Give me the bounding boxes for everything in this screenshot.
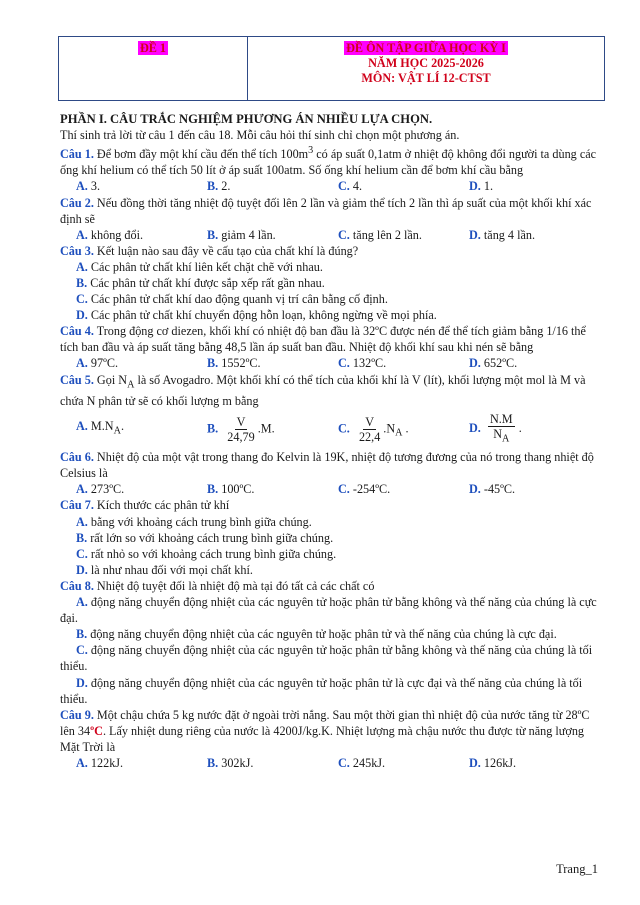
subscript: A bbox=[127, 379, 135, 390]
option-c[interactable]: C. 4. bbox=[338, 179, 363, 194]
question-4-options bbox=[60, 355, 600, 371]
header-left-cell bbox=[59, 37, 248, 100]
option-c[interactable]: C. tăng lên 2 lần. bbox=[338, 227, 422, 242]
option-a[interactable]: A. 3. bbox=[76, 179, 101, 194]
fraction: $\frac{V}{22,4}$ bbox=[358, 414, 381, 444]
option-d[interactable]: D. 126kJ. bbox=[469, 755, 517, 770]
option-c[interactable]: C. 132ºC. bbox=[338, 356, 387, 371]
superscript: 3 bbox=[308, 145, 314, 157]
option-d[interactable]: D. 652ºC. bbox=[469, 356, 518, 371]
option-b[interactable]: B. $\frac{V}{24,79}$ .M. bbox=[207, 414, 275, 444]
option-a[interactable]: A. Các phân tử chất khí liên kết chặt chẽ với nhau. bbox=[76, 259, 323, 274]
question-label: Câu 1. bbox=[60, 147, 94, 162]
option-a[interactable]: A. 97ºC. bbox=[76, 356, 119, 371]
option-b[interactable]: B. rất lớn so với khoảng cách trung bình giữa chúng. bbox=[76, 530, 334, 545]
question-label: Câu 2. bbox=[60, 195, 94, 210]
header-right-cell bbox=[248, 37, 604, 100]
question-text: Kết luận nào sau đây về cấu tạo của chất khí là đúng? bbox=[93, 243, 359, 258]
option-c[interactable]: C. -254ºC. bbox=[338, 482, 391, 497]
question-6-options bbox=[60, 481, 600, 497]
question-1-options bbox=[60, 178, 600, 194]
question-text: Nếu đồng thời tăng nhiệt độ tuyệt đối lên 2 lần và giảm thể tích 2 lần thì áp suất của một khối khí xác định sẽ bbox=[60, 195, 592, 226]
option-c[interactable]: C. 245kJ. bbox=[338, 755, 386, 770]
question-1 bbox=[60, 143, 600, 178]
section-title: PHẦN I. CÂU TRẮC NGHIỆM PHƯƠNG ÁN NHIỀU LỰA CHỌN. bbox=[60, 112, 433, 126]
option-d[interactable]: D. động năng chuyển động nhiệt của các nguyên tử hoặc phân tử là cực đại và thế năng của chúng là tối thiểu. bbox=[60, 675, 583, 706]
option-d[interactable]: D. -45ºC. bbox=[469, 482, 516, 497]
exam-code-label: ĐỀ 1 bbox=[139, 41, 167, 55]
question-text: Nhiệt độ tuyệt đối là nhiệt độ mà tại đó tất cả các chất có bbox=[93, 578, 375, 593]
question-label: Câu 8. bbox=[60, 578, 94, 593]
question-2 bbox=[60, 195, 600, 227]
question-8 bbox=[60, 578, 600, 594]
exam-title: ĐỀ ÔN TẬP GIỮA HỌC KỲ I bbox=[346, 41, 506, 55]
school-year: NĂM HỌC 2025-2026 bbox=[368, 56, 484, 70]
option-a[interactable]: A. $M.N_A$. bbox=[76, 419, 124, 437]
fraction: $\frac{N.M}{N_A}$ bbox=[489, 411, 513, 445]
question-label: Câu 4. bbox=[60, 324, 94, 339]
option-b[interactable]: B. động năng chuyển động nhiệt của các nguyên tử hoặc phân tử và thế năng của chúng là cực đại. bbox=[76, 627, 557, 642]
question-label: Câu 9. bbox=[60, 707, 94, 722]
option-a[interactable]: A. 122kJ. bbox=[76, 755, 124, 770]
question-text: Kích thước các phân tử khí bbox=[93, 498, 230, 513]
question-3 bbox=[60, 243, 600, 259]
question-text: Gọi N bbox=[93, 372, 128, 387]
option-c[interactable]: C. động năng chuyển động nhiệt của các nguyên tử hoặc phân tử bằng không và thế năng của chúng là tối thiểu. bbox=[60, 643, 593, 674]
option-a[interactable]: A. động năng chuyển động nhiệt của các nguyên tử hoặc phân tử bằng không và thế năng của chúng là cực đại. bbox=[60, 595, 597, 626]
question-text: có áp suất 0,1atm ở nhiệt độ không đổi người ta dùng các ống khí helium có thể tích 50 lít ở áp suất 100atm. Số ống khí helium cần để bơm khí cầu bằng bbox=[60, 147, 597, 178]
option-d[interactable]: D. 1. bbox=[469, 179, 494, 194]
question-label: Câu 6. bbox=[60, 450, 94, 465]
question-9 bbox=[60, 707, 600, 755]
option-c[interactable]: C. rất nhỏ so với khoảng cách trung bình giữa chúng. bbox=[76, 546, 337, 561]
option-b[interactable]: B. 2. bbox=[207, 179, 231, 194]
question-5-options bbox=[60, 409, 600, 449]
question-label: Câu 5. bbox=[60, 372, 94, 387]
question-text: Trong động cơ diezen, khối khí có nhiệt độ ban đầu là 32ºC được nén để thể tích giảm bằng 1/16 thể tích ban đầu và áp suất tăng bằng 48,5 lần áp suất ban đầu. Nhiệt độ khối khí sau khi nén sẽ bằng bbox=[60, 324, 586, 355]
fraction: $\frac{V}{24,79}$ bbox=[227, 414, 255, 444]
option-a[interactable]: A. 273ºC. bbox=[76, 482, 125, 497]
question-label: Câu 7. bbox=[60, 498, 94, 513]
option-d[interactable]: D. là như nhau đối với mọi chất khí. bbox=[76, 562, 253, 577]
option-b[interactable]: B. 1552ºC. bbox=[207, 356, 261, 371]
highlighted-unit: ºC bbox=[90, 723, 103, 738]
subject: MÔN: VẬT LÍ 12-CTST bbox=[361, 71, 491, 85]
page-number: Trang_1 bbox=[556, 862, 598, 876]
question-2-options bbox=[60, 227, 600, 243]
option-b[interactable]: B. giảm 4 lần. bbox=[207, 227, 276, 242]
question-9-options bbox=[60, 755, 600, 771]
option-d[interactable]: D. tăng 4 lần. bbox=[469, 227, 536, 242]
question-text: là số Avogadro. Một khối khí có thể tích của khối khí là V (lít), khối lượng một mol là M và chứa N phân tử sẽ có khối lượng m bằng bbox=[60, 372, 586, 409]
option-a[interactable]: A. không đổi. bbox=[76, 227, 144, 242]
option-a[interactable]: A. bằng với khoảng cách trung bình giữa chúng. bbox=[76, 514, 312, 529]
exam-content bbox=[60, 109, 600, 771]
question-7 bbox=[60, 497, 600, 513]
question-6 bbox=[60, 449, 600, 481]
option-b[interactable]: B. 302kJ. bbox=[207, 755, 254, 770]
question-text: Nhiệt độ của một vật trong thang đo Kelvin là 19K, nhiệt độ tương đương của nó trong thang nhiệt độ Celsius là bbox=[60, 450, 594, 481]
question-text: . Lấy nhiệt dung riêng của nước là 4200J/kg.K. Nhiệt lượng mà chậu nước thu được từ năng lượng Mặt Trời là bbox=[60, 723, 585, 754]
option-c[interactable]: C. $\frac{V}{22,4}$ $.N_A$ . bbox=[338, 414, 409, 444]
question-5 bbox=[60, 372, 600, 410]
option-c[interactable]: C. Các phân tử chất khí dao động quanh vị trí cân bằng cố định. bbox=[76, 292, 388, 307]
section-instruction: Thí sinh trả lời từ câu 1 đến câu 18. Mỗi câu hỏi thí sinh chỉ chọn một phương án. bbox=[60, 128, 460, 143]
question-text: Một chậu chứa 5 kg nước đặt ở ngoài trời nắng. Sau một thời gian thì nhiệt độ của nước tăng từ 28ºC lên 34 bbox=[60, 707, 590, 738]
question-label: Câu 3. bbox=[60, 243, 94, 258]
option-b[interactable]: B. 100ºC. bbox=[207, 482, 255, 497]
option-d[interactable]: D. Các phân tử chất khí chuyển động hỗn loạn, không ngừng về mọi phía. bbox=[76, 308, 437, 323]
option-d[interactable]: D. $\frac{N.M}{N_A}$ . bbox=[469, 411, 522, 445]
option-b[interactable]: B. Các phân tử chất khí được sắp xếp rất gần nhau. bbox=[76, 276, 325, 290]
question-4 bbox=[60, 323, 600, 355]
exam-header-box bbox=[58, 36, 605, 101]
question-text: Để bơm đầy một khí cầu đến thể tích 100m bbox=[93, 147, 309, 162]
